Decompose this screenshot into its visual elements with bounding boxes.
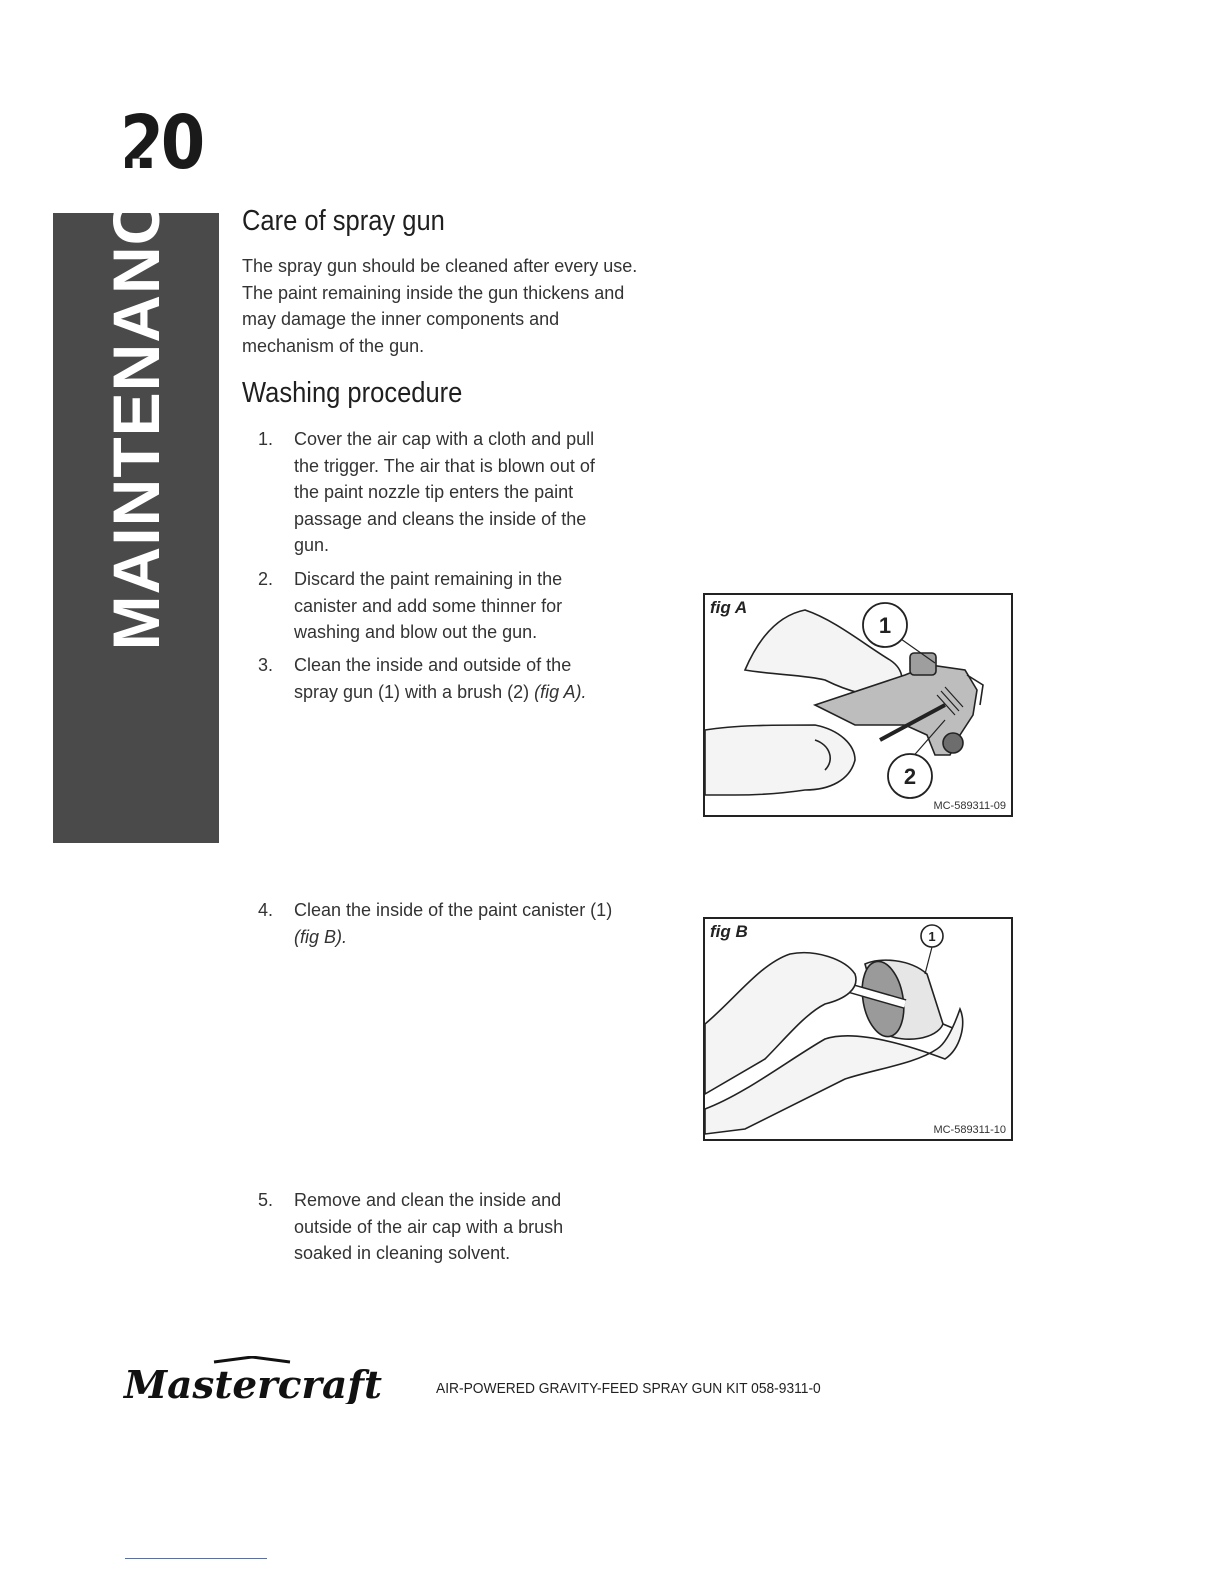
- step-text: Discard the paint remaining in the canister and add some thinner for washing and blow out the gun.: [294, 569, 563, 642]
- washing-heading: Washing procedure: [242, 377, 463, 409]
- step-number: 4.: [258, 900, 274, 920]
- step-text: Clean the inside and outside of the spray gun (1) with a brush (2): [294, 655, 572, 702]
- callout-label: 1: [878, 613, 892, 638]
- step-text-wrap: [294, 897, 618, 950]
- figure-code: MC-589311-09: [933, 800, 1006, 812]
- figure-reference: (fig B).: [294, 926, 348, 947]
- figure-reference: (fig A).: [534, 681, 587, 702]
- figure-title: fig A: [710, 598, 748, 617]
- step-number: 1.: [258, 429, 274, 449]
- page-number: 20: [120, 100, 202, 186]
- step-text: Remove and clean the inside and outside of the air cap with a brush soaked in cleaning solvent.: [294, 1190, 564, 1263]
- callout-label: 1: [928, 929, 936, 944]
- step-item: [258, 652, 618, 705]
- side-tab-label: MAINTENANCE: [99, 151, 173, 651]
- figure-code: MC-589311-10: [933, 1124, 1006, 1136]
- brand-name: Mastercraft: [122, 1362, 383, 1404]
- care-paragraph: The spray gun should be cleaned after every use. The paint remaining inside the gun thickens and may damage the inner components and mechanism of the gun.: [242, 256, 638, 356]
- brand-logo-graphic: [122, 1356, 386, 1404]
- figure-b: [703, 917, 1013, 1141]
- callout-label: 2: [903, 764, 917, 789]
- care-section: [242, 205, 642, 410]
- step-item: [258, 566, 618, 646]
- step-number: 3.: [258, 655, 274, 675]
- figure-title: fig B: [710, 922, 748, 941]
- paint-canister-cleaning-illustration: [705, 919, 1011, 1139]
- spray-gun-brush-illustration: [705, 595, 1011, 815]
- step-item: [258, 426, 618, 559]
- care-heading: Care of spray gun: [242, 205, 445, 237]
- step-text-wrap: [294, 652, 618, 705]
- step-number: 2.: [258, 569, 274, 589]
- footer-rule: [125, 1558, 267, 1559]
- step-text: Cover the air cap with a cloth and pull the trigger. The air that is blown out of the paint nozzle tip enters the paint passage and cleans the inside of the gun.: [294, 429, 595, 555]
- step-number: 5.: [258, 1190, 274, 1210]
- step-item: [258, 1187, 618, 1267]
- figure-a: [703, 593, 1013, 817]
- mastercraft-logo: [122, 1356, 386, 1409]
- step-text: Clean the inside of the paint canister (1): [294, 900, 613, 920]
- section-side-tab: [53, 151, 219, 843]
- footer-product-name: AIR-POWERED GRAVITY-FEED SPRAY GUN KIT 058-9311-0: [436, 1380, 821, 1397]
- step-item: [258, 897, 618, 950]
